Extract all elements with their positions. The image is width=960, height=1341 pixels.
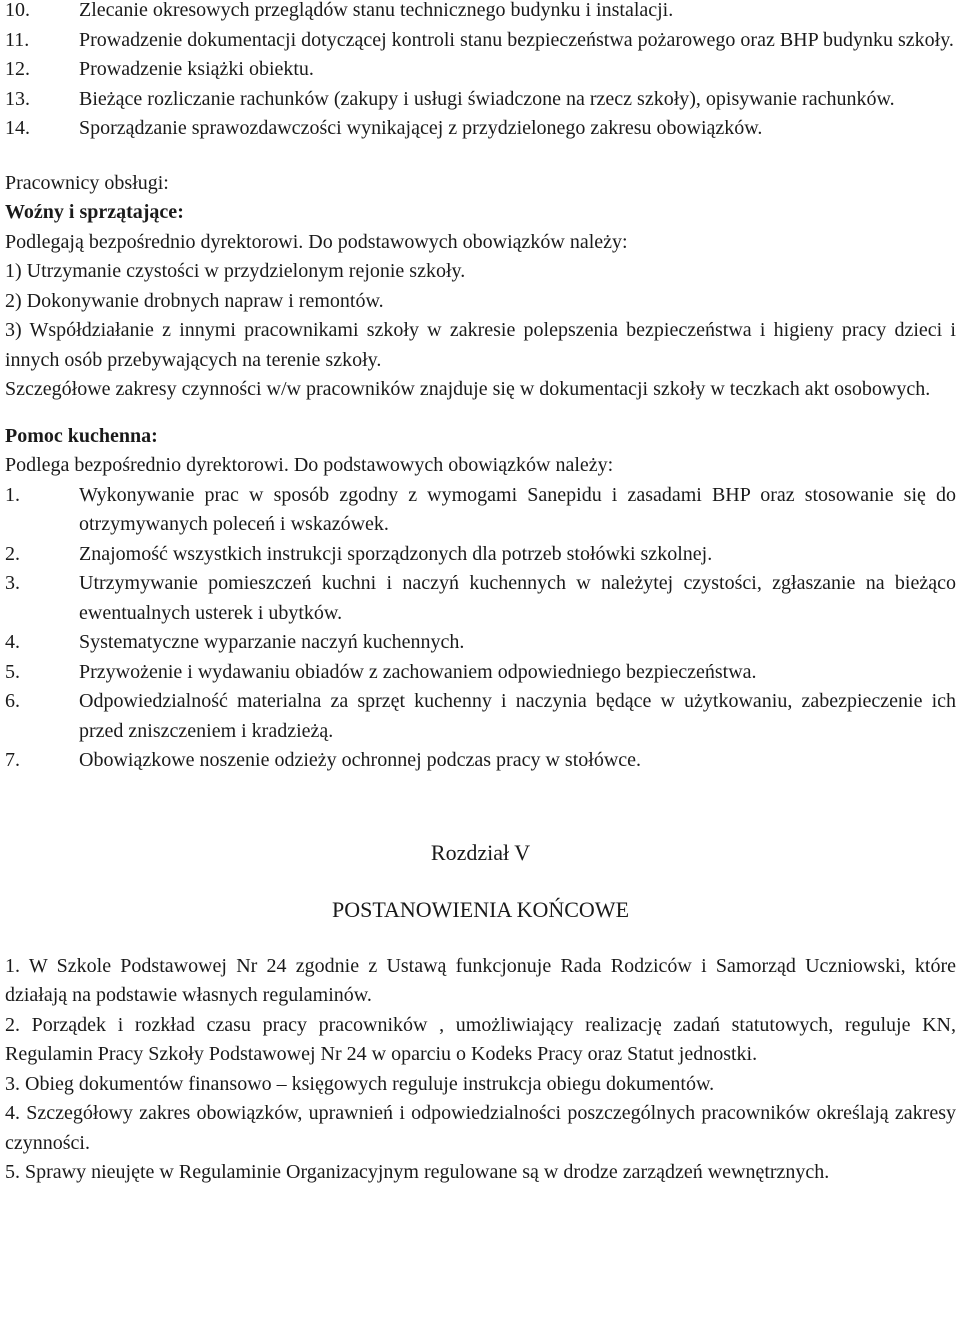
top-duties-list: [5, 0, 956, 144]
list-item-text: Prowadzenie dokumentacji dotyczącej kontroli stanu bezpieczeństwa pożarowego oraz BHP budynku szkoły.: [79, 28, 954, 51]
janitor-intro: Podlegają bezpośrednio dyrektorowi. Do podstawowych obowiązków należy:: [5, 230, 628, 253]
list-item-text: Przywożenie i wydawaniu obiadów z zachowaniem odpowiedniego bezpieczeństwa.: [79, 660, 757, 683]
list-item: [5, 687, 956, 746]
list-item-number: 7.: [5, 749, 20, 771]
document-page: [5, 0, 956, 1188]
kitchen-intro: Podlega bezpośrednio dyrektorowi. Do podstawowych obowiązków należy:: [5, 454, 614, 476]
list-item: [5, 85, 956, 115]
list-item-text: Utrzymywanie pomieszczeń kuchni i naczyń kuchennych w należytej czystości, zgłaszanie na bieżąco ewentualnych usterek i ubytków.: [79, 572, 956, 624]
list-item: [5, 658, 956, 688]
list-item: [5, 114, 956, 144]
list-item: [5, 746, 956, 776]
provision-item: 5. Sprawy nieujęte w Regulaminie Organizacyjnym regulowane są w drodze zarządzeń wewnętrznych.: [5, 1161, 830, 1183]
chapter-subtitle: POSTANOWIENIA KOŃCOWE: [331, 897, 630, 922]
list-item-number: 10.: [5, 0, 30, 21]
list-item-number: 6.: [5, 690, 20, 712]
list-item: [5, 569, 956, 628]
kitchen-heading: Pomoc kuchenna:: [5, 424, 158, 447]
list-item-text: Odpowiedzialność materialna za sprzęt kuchenny i naczynia będące w użytkowaniu, zabezpieczenie ich przed zniszczeniem i kradzieżą.: [79, 690, 956, 742]
final-provisions-list: [5, 952, 956, 1188]
janitor-duty: 2) Dokonywanie drobnych napraw i remontów.: [5, 289, 384, 312]
list-item-text: Sporządzanie sprawozdawczości wynikającej z przydzielonego zakresu obowiązków.: [79, 117, 763, 139]
list-item: [5, 481, 956, 540]
list-item-text: Znajomość wszystkich instrukcji sporządzonych dla potrzeb stołówki szkolnej.: [79, 542, 713, 565]
provision-item: 1. W Szkole Podstawowej Nr 24 zgodnie z Ustawą funkcjonuje Rada Rodziców i Samorząd Uczniowski, które działają na podstawie własnych regulaminów.: [5, 954, 956, 1006]
list-item: [5, 55, 956, 85]
list-item-number: 13.: [5, 87, 30, 110]
kitchen-duties-list: [5, 481, 956, 776]
list-item: [5, 540, 956, 570]
list-item-text: Bieżące rozliczanie rachunków (zakupy i usługi świadczone na rzecz szkoły), opisywanie rachunków.: [79, 87, 895, 110]
provision-item: 4. Szczegółowy zakres obowiązków, uprawnień i odpowiedzialności poszczególnych pracowników określają zakresy czynności.: [5, 1102, 956, 1154]
list-item-number: 5.: [5, 660, 20, 683]
list-item-number: 1.: [5, 483, 20, 506]
list-item-number: 12.: [5, 58, 30, 80]
list-item-text: Prowadzenie książki obiektu.: [79, 58, 314, 80]
provision-item: 2. Porządek i rozkład czasu pracy pracowników , umożliwiający realizację zadań statutowych, reguluje KN, Regulamin Pracy Szkoły Podstawowej Nr 24 w oparciu o Kodeks Pracy oraz Statut jednostki.: [5, 1013, 956, 1065]
janitor-duty: 3) Współdziałanie z innymi pracownikami szkoły w zakresie polepszenia bezpieczeństwa i higieny pracy dzieci i innych osób przebywających na terenie szkoły.: [5, 319, 956, 371]
provision-item: 3. Obieg dokumentów finansowo – księgowych reguluje instrukcja obiegu dokumentów.: [5, 1072, 715, 1095]
list-item-text: Wykonywanie prac w sposób zgodny z wymogami Sanepidu i zasadami BHP oraz stosowanie się do otrzymywanych poleceń i wskazówek.: [79, 483, 956, 535]
chapter-title: Rozdział V: [430, 839, 531, 865]
details-note: Szczegółowe zakresy czynności w/w pracowników znajduje się w dokumentacji szkoły w teczkach akt osobowych.: [5, 378, 931, 400]
list-item-text: Systematyczne wyparzanie naczyń kuchennych.: [79, 631, 465, 653]
list-item: [5, 0, 956, 26]
list-item: [5, 628, 956, 658]
list-item: [5, 26, 956, 56]
list-item-number: 11.: [5, 28, 30, 51]
list-item-number: 14.: [5, 117, 30, 139]
list-item-number: 2.: [5, 542, 20, 565]
janitor-duty: 1) Utrzymanie czystości w przydzielonym rejonie szkoły.: [5, 260, 466, 282]
list-item-text: Obowiązkowe noszenie odzieży ochronnej podczas pracy w stołówce.: [79, 749, 642, 771]
list-item-number: 3.: [5, 572, 20, 594]
list-item-number: 4.: [5, 631, 20, 653]
janitor-heading: Woźny i sprzątające:: [5, 201, 184, 223]
staff-section-heading: Pracownicy obsługi:: [5, 171, 169, 194]
section-spacer: [5, 405, 956, 422]
list-item-text: Zlecanie okresowych przeglądów stanu technicznego budynku i instalacji.: [79, 0, 674, 21]
